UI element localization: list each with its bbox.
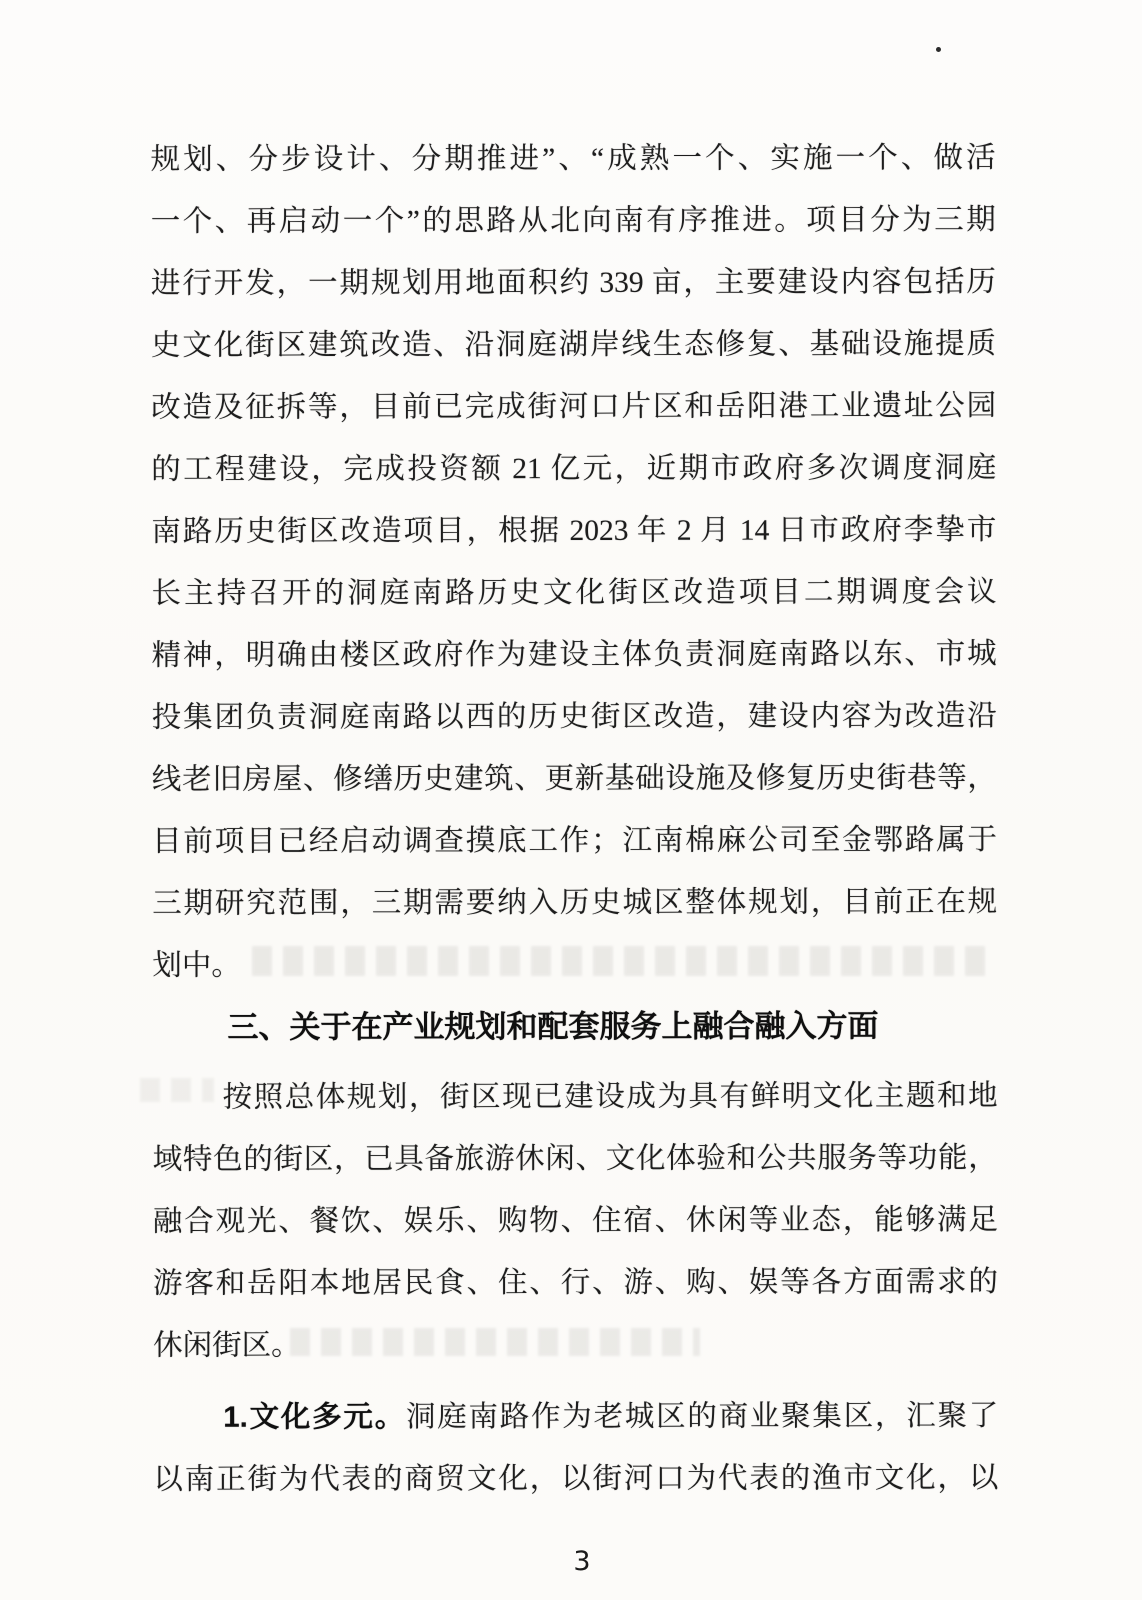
text-line: 以南正街为代表的商贸文化，以街河口为代表的渔市文化，以 (153, 1462, 999, 1496)
text-line: 三期研究范围，三期需要纳入历史城区整体规划，目前正在规 (152, 886, 998, 920)
text-line: 目前项目已经启动调查摸底工作；江南棉麻公司至金鄂路属于 (152, 824, 998, 858)
text-line: 域特色的街区，已具备旅游休闲、文化体验和公共服务等功能， (152, 1142, 998, 1176)
text-run: 洞庭南路作为老城区的商业聚集区，汇聚了 (405, 1400, 999, 1434)
text-line (153, 1385, 998, 1449)
text-line: 游客和岳阳本地居民食、住、行、游、购、娱等各方面需求的 (152, 1266, 999, 1300)
paragraph-district-functions (153, 1065, 999, 1377)
text-line: 划中。 (152, 949, 241, 982)
text-line: 改造及征拆等，目前已完成街河口片区和岳阳港工业遗址公园 (151, 390, 997, 424)
text-line: 进行开发，一期规划用地面积约 339 亩，主要建设内容包括历 (150, 266, 996, 300)
ink-dot-artifact (936, 47, 941, 52)
text-line: 规划、分步设计、分期推进”、“成熟一个、实施一个、做活 (150, 142, 996, 176)
text-line: 投集团负责洞庭南路以西的历史街区改造，建设内容为改造沿 (151, 700, 997, 734)
page-number: 3 (573, 1546, 591, 1577)
text-line: 休闲街区。 (153, 1329, 301, 1362)
text-line: 线老旧房屋、修缮历史建筑、更新基础设施及修复历史街巷等， (151, 762, 997, 796)
text-line: 南路历史街区改造项目，根据 2023 年 2 月 14 日市政府李挚市 (151, 514, 997, 548)
section-heading: 三、关于在产业规划和配套服务上融合融入方面 (227, 1008, 879, 1045)
paragraph-cultural-diversity (153, 1385, 998, 1511)
text-line: 史文化街区建筑改造、沿洞庭湖岸线生态修复、基础设施提质 (150, 328, 997, 362)
paragraph-project-phasing (151, 127, 998, 997)
text-line: 的工程建设，完成投资额 21 亿元，近期市政府多次调度洞庭 (151, 452, 997, 486)
text-line: 长主持召开的洞庭南路历史文化街区改造项目二期调度会议 (151, 576, 997, 610)
body-text (151, 127, 999, 1511)
text-line: 按照总体规划，街区现已建设成为具有鲜明文化主题和地 (222, 1080, 998, 1114)
text-line: 精神，明确由楼区政府作为建设主体负责洞庭南路以东、市城 (151, 638, 997, 672)
text-line: 融合观光、餐饮、娱乐、购物、住宿、休闲等业态，能够满足 (152, 1204, 998, 1238)
run-in-subheading: 1.文化多元。 (223, 1400, 406, 1434)
text-line: 一个、再启动一个”的思路从北向南有序推进。项目分为三期 (150, 204, 996, 238)
